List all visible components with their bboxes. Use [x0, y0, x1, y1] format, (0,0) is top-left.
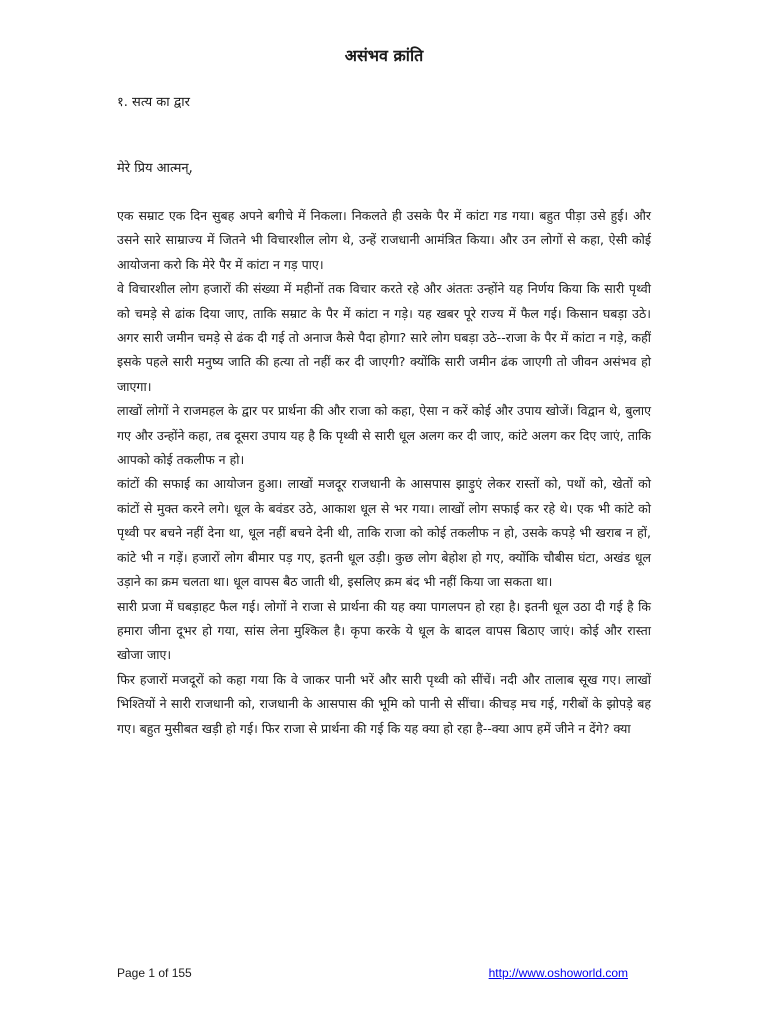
page-number: Page 1 of 155: [117, 966, 192, 980]
website-link[interactable]: http://www.oshoworld.com: [488, 966, 628, 980]
paragraph: कांटों की सफाई का आयोजन हुआ। लाखों मजदूर राजधानी के आसपास झाड़ुएं लेकर रास्तों को, पथों को, खेतों को कांटों से मुक्त करने लगे। धूल के बवंडर उठे, आकाश धूल से भर गया। लाखों लोग सफाई कर रहे थे। एक भी कांटे को पृथ्वी पर बचने नहीं देना था, धूल नहीं बचने देनी थी, ताकि राजा को कोई तकलीफ न हो, उसके कपड़े भी खराब न हों, कांटे भी न गड़ें। हजारों लोग बीमार पड़ गए, इतनी धूल उड़ी। कुछ लोग बेहोश हो गए, क्योंकि चौबीस घंटा, अखंड धूल उड़ाने का क्रम चलता था। धूल वापस बैठ जाती थी, इसलिए क्रम बंद भी नहीं किया जा सकता था।: [117, 476, 651, 590]
paragraph: वे विचारशील लोग हजारों की संख्या में महीनों तक विचार करते रहे और अंततः उन्होंने यह निर्णय किया कि सारी पृथ्वी को चमड़े से ढांक दिया जाए, ताकि सम्राट के पैर में कांटा न गड़े। यह खबर पूरे राज्य में फैल गई। किसान घबड़ा उठे। अगर सारी जमीन चमड़े से ढंक दी गई तो अनाज कैसे पैदा होगा? सारे लोग घबड़ा उठे--राजा के पैर में कांटा न गड़े, कहीं इसके पहले सारी मनुष्य जाति की हत्या तो नहीं कर दी जाएगी? क्योंकि सारी जमीन ढंक जाएगी तो जीवन असंभव हो जाएगा।: [117, 281, 651, 394]
paragraph: लाखों लोगों ने राजमहल के द्वार पर प्रार्थना की और राजा को कहा, ऐसा न करें कोई और उपाय खोजें। विद्वान थे, बुलाए गए और उन्होंने कहा, तब दूसरा उपाय यह है कि पृथ्वी से सारी धूल अलग कर दी जाए, कांटे अलग कर दिए जाएं, ताकि आपको कोई तकलीफ न हो।: [117, 403, 651, 468]
paragraph: फिर हजारों मजदूरों को कहा गया कि वे जाकर पानी भरें और सारी पृथ्वी को सींचें। नदी और तालाब सूख गए। लाखों भिश्तियों ने सारी राजधानी को, राजधानी के आसपास की भूमि को पानी से सींचा। कीचड़ मच गई, गरीबों के झोपड़े बह गए। बहुत मुसीबत खड़ी हो गई। फिर राजा से प्रार्थना की गई कि यह क्या हो रहा है--क्या आप हमें जीने न देंगे? क्या: [117, 671, 651, 736]
section-heading: १. सत्य का द्वार: [117, 95, 190, 110]
paragraph: सारी प्रजा में घबड़ाहट फैल गई। लोगों ने राजा से प्रार्थना की यह क्या पागलपन हो रहा है। इतनी धूल उठा दी गई है कि हमारा जीना दूभर हो गया, सांस लेना मुश्किल है। कृपा करके ये धूल के बादल वापस बिठाए जाएं। कोई और रास्ता खोजा जाए।: [117, 598, 651, 663]
page-title: असंभव क्रांति: [344, 46, 424, 65]
body-text: [117, 204, 651, 741]
salutation: मेरे प्रिय आत्मन्,: [117, 161, 193, 176]
paragraph: एक सम्राट एक दिन सुबह अपने बगीचे में निकला। निकलते ही उसके पैर में कांटा गड गया। बहुत पीड़ा उसे हुई। और उसने सारे साम्राज्य में जितने भी विचारशील लोग थे, उन्हें राजधानी आमंत्रित किया। और उन लोगों से कहा, ऐसी कोई आयोजना करो कि मेरे पैर में कांटा न गड़ पाए।: [117, 208, 651, 272]
